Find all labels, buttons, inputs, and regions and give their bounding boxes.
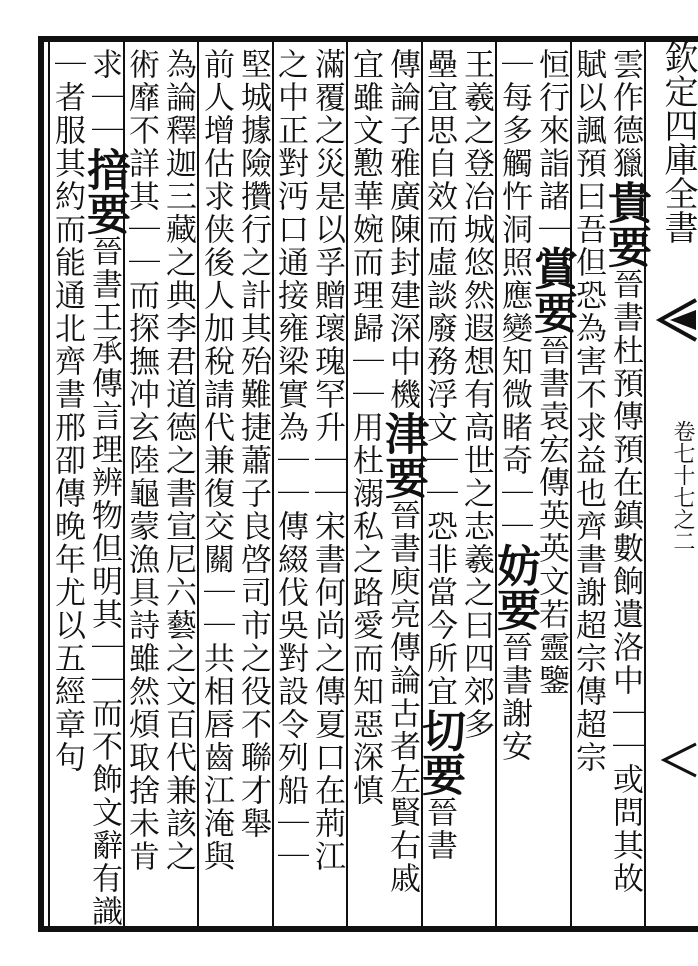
column-text: 晉書庾亮傳論古者左賢右戚 — [384, 499, 420, 895]
column-text: 晉書王承傳言理辨物但明其｜｜而不飾文辭有識 — [86, 235, 122, 928]
text-column — [273, 48, 307, 920]
text-column — [79, 48, 130, 928]
entry-heading: 揞要 — [79, 147, 130, 235]
column-text: ｜ — [49, 48, 85, 81]
column-text: 壘宜思自效而虛談廢務浮文｜｜恐非當今所宜 — [421, 48, 457, 708]
text-column — [489, 48, 540, 920]
text-column — [50, 48, 84, 920]
column-text: 為論釋迦三藏之典李君道德之書宣尼六藝之文百代兼該之 — [160, 48, 196, 873]
text-column — [571, 48, 605, 920]
entry-heading: 貴要 — [600, 180, 651, 268]
column-text: 雲作德獵 — [607, 48, 643, 180]
column-text: ｜每多觸忤 — [496, 48, 532, 213]
column-text: 堅城據險攢行之計其殆難捷蕭子良啓司市之役不聯才舉 — [235, 48, 271, 840]
column-text: 前人增估求侠後人加稅請代兼復交關｜｜共相唇齒江淹與 — [198, 48, 234, 873]
text-column — [236, 48, 270, 920]
fish-tail-mark-bottom-icon — [650, 740, 696, 780]
column-text: 宜雖文懃華婉而理歸｜｜ — [347, 48, 383, 411]
text-column — [526, 48, 577, 920]
column-rule — [644, 42, 646, 926]
column-text: 晉書 — [421, 796, 457, 862]
book-title: 欽定四庫全書 — [658, 40, 698, 244]
column-text: 晉書袁宏傳英英文若靈鑒 — [533, 334, 569, 697]
column-text: 王羲之登冶城悠然遐想有高世之志羲之曰四郊多 — [458, 48, 494, 741]
column-text: 用杜溺私之路愛而知惡深慎 — [347, 411, 383, 807]
text-column — [377, 48, 428, 920]
column-text: 術靡不詳其｜｜而探撫冲玄陸龜蒙漁具詩雖然煩取捨未肯 — [123, 48, 159, 873]
text-column — [161, 48, 195, 920]
column-text: 晉書杜預傳預在鎮數餉遺洛中｜｜或問其故 — [607, 268, 643, 895]
text-column — [199, 48, 233, 920]
column-text: 滿覆之災是以孚贈瓌瑰罕升｜｜宋書何尚之傳夏口在荊江 — [309, 48, 345, 873]
column-text: 之中正對沔口通接雍梁實為｜｜傳綴伐吳對設令列船｜｜ — [272, 48, 308, 873]
column-text: 洞照應變知微睹奇｜｜ — [496, 213, 532, 543]
column-text: 求｜｜ — [86, 48, 122, 147]
entry-heading: 切要 — [414, 708, 465, 796]
entry-heading: 津要 — [377, 411, 428, 499]
text-column — [310, 48, 344, 920]
entry-heading: 賞要 — [526, 246, 577, 334]
text-column — [348, 48, 382, 920]
text-column — [600, 48, 651, 920]
entry-heading: 妨要 — [489, 543, 540, 631]
column-text: 傳論子雅廣陳封建深中機 — [384, 48, 420, 411]
column-text: 晉書謝安 — [496, 631, 532, 763]
column-text: 賦以諷 — [570, 48, 606, 147]
column-text: 者服其約而能通北齊書邢卲傳晚年尤以五經章句 — [49, 81, 85, 774]
volume-label: 卷七十七之二 — [670, 420, 695, 552]
column-text: 預曰吾但恐為害不求益也齊書謝超宗傳超宗 — [570, 147, 606, 774]
column-text: 恒行來詣諸｜ — [533, 48, 569, 246]
